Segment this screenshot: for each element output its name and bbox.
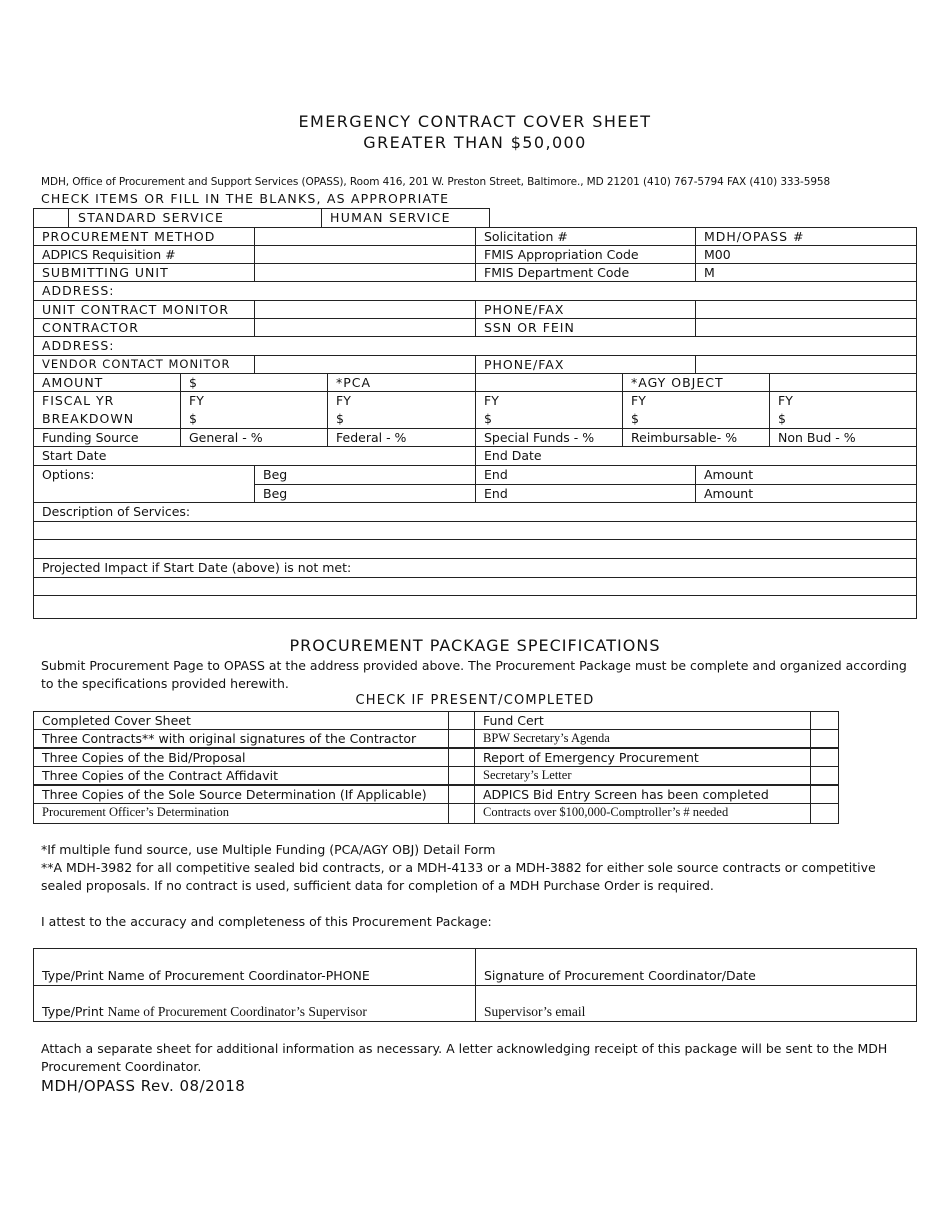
checklist-checkbox-left[interactable] — [448, 748, 475, 767]
checklist-checkbox-left[interactable] — [448, 711, 475, 730]
option-beg-1[interactable]: Beg — [254, 465, 476, 485]
option-end-2[interactable]: End — [475, 484, 696, 503]
revision-label: MDH/OPASS Rev. 08/2018 — [41, 1077, 246, 1095]
checklist-item-right: Contracts over $100,000-Comptroller’s # needed — [474, 803, 811, 824]
impact-line-1[interactable] — [33, 577, 917, 596]
checklist-checkbox-left[interactable] — [448, 766, 475, 785]
fy-field-1[interactable] — [180, 391, 328, 429]
fmis-dept-value[interactable]: M — [695, 263, 917, 282]
fy-dollar: $ — [189, 411, 197, 426]
impact-line-2[interactable] — [33, 595, 917, 619]
option-amount-2[interactable]: Amount — [695, 484, 917, 503]
pca-field[interactable] — [475, 373, 623, 392]
address-field[interactable]: ADDRESS: — [33, 281, 917, 301]
checklist-checkbox-right[interactable] — [810, 766, 839, 785]
checklist-item-left: Three Copies of the Sole Source Determination (If Applicable) — [33, 785, 449, 804]
general-funds-field[interactable]: General - % — [180, 428, 328, 447]
checklist-row — [33, 803, 839, 824]
checklist-item-left: Completed Cover Sheet — [33, 711, 449, 730]
checklist-row — [33, 711, 839, 730]
vendor-monitor-label: VENDOR CONTACT MONITOR — [33, 355, 255, 374]
pca-label: *PCA — [327, 373, 476, 392]
checklist-checkbox-right[interactable] — [810, 729, 839, 748]
unit-monitor-label: UNIT CONTRACT MONITOR — [33, 300, 255, 319]
checklist-item-left: Three Copies of the Bid/Proposal — [33, 748, 449, 767]
option-end-1[interactable]: End — [475, 465, 696, 485]
standard-service-label: STANDARD SERVICE — [68, 208, 322, 228]
contractor-field[interactable] — [254, 318, 476, 337]
fiscal-yr-label — [33, 391, 181, 429]
contractor-address-field[interactable]: ADDRESS: — [33, 336, 917, 356]
checklist-item-left: Three Contracts** with original signatures of the Contractor — [33, 729, 449, 748]
check-heading: CHECK IF PRESENT/COMPLETED — [355, 693, 595, 708]
adpics-field[interactable] — [254, 245, 476, 264]
impact-label: Projected Impact if Start Date (above) is not met: — [33, 558, 917, 578]
coordinator-name-field[interactable]: Type/Print Name of Procurement Coordinator-PHONE — [33, 948, 476, 986]
fy-label: FY — [631, 393, 646, 408]
note-multiple-fund: *If multiple fund source, use Multiple Funding (PCA/AGY OBJ) Detail Form — [41, 842, 496, 857]
supervisor-email-field[interactable]: Supervisor’s email — [475, 985, 917, 1022]
checklist-checkbox-right[interactable] — [810, 785, 839, 804]
form-title: EMERGENCY CONTRACT COVER SHEET — [298, 112, 652, 131]
vendor-phone-fax-field[interactable] — [695, 355, 917, 374]
fy-field-2[interactable] — [327, 391, 476, 429]
federal-funds-field[interactable]: Federal - % — [327, 428, 476, 447]
package-intro: Submit Procurement Page to OPASS at the address provided above. The Procurement Package must be complete and organized according to the specifications provided herewith. — [41, 658, 907, 691]
fy-dollar: $ — [336, 411, 344, 426]
checklist-checkbox-left[interactable] — [448, 803, 475, 824]
vendor-phone-fax-label: PHONE/FAX — [475, 355, 696, 374]
checklist-checkbox-left[interactable] — [448, 729, 475, 748]
solicitation-label: Solicitation # — [475, 227, 696, 246]
fy-field-5[interactable] — [769, 391, 917, 429]
ssn-fein-field[interactable] — [695, 318, 917, 337]
description-line-2[interactable] — [33, 539, 917, 559]
submitting-unit-label: SUBMITTING UNIT — [33, 263, 255, 282]
office-address: MDH, Office of Procurement and Support Services (OPASS), Room 416, 201 W. Preston Street, Baltimore., MD 21201 (410) 767-5794 FAX (410) 333-5958 — [41, 176, 831, 188]
submitting-unit-field[interactable] — [254, 263, 476, 282]
signature-table — [33, 948, 917, 1022]
procurement-method-field[interactable] — [254, 227, 476, 246]
checklist-item-left: Three Copies of the Contract Affidavit — [33, 766, 449, 785]
breakdown-text: BREAKDOWN — [42, 411, 135, 426]
checklist-checkbox-right[interactable] — [810, 803, 839, 824]
supervisor-prefix: Type/Print — [42, 1004, 108, 1019]
checklist-item-right: Fund Cert — [474, 711, 811, 730]
fy-label: FY — [189, 393, 204, 408]
fy-dollar: $ — [778, 411, 786, 426]
mdh-opass-label: MDH/OPASS # — [695, 227, 917, 246]
fy-dollar: $ — [484, 411, 492, 426]
contractor-label: CONTRACTOR — [33, 318, 255, 337]
unit-monitor-field[interactable] — [254, 300, 476, 319]
amount-label: AMOUNT — [33, 373, 181, 392]
start-date-field[interactable]: Start Date — [33, 446, 476, 466]
checklist-checkbox-right[interactable] — [810, 711, 839, 730]
checklist-item-right: Secretary’s Letter — [474, 766, 811, 785]
adpics-label: ADPICS Requisition # — [33, 245, 255, 264]
supervisor-label: Name of Procurement Coordinator’s Supervisor — [107, 1004, 367, 1019]
non-bud-field[interactable]: Non Bud - % — [769, 428, 917, 447]
fy-label: FY — [336, 393, 351, 408]
checklist-row — [33, 766, 839, 785]
checklist-table — [33, 711, 839, 824]
form-subtitle: GREATER THAN $50,000 — [363, 133, 587, 152]
checklist-row — [33, 729, 839, 748]
end-date-field[interactable]: End Date — [475, 446, 917, 466]
contract-details-grid — [33, 227, 917, 619]
instruction-text: CHECK ITEMS OR FILL IN THE BLANKS, AS APPROPRIATE — [41, 191, 450, 206]
supervisor-name-field[interactable] — [33, 985, 476, 1022]
funding-source-label: Funding Source — [33, 428, 181, 447]
fiscal-yr-text: FISCAL YR — [42, 393, 115, 408]
fy-label: FY — [484, 393, 499, 408]
special-funds-field[interactable]: Special Funds - % — [475, 428, 623, 447]
checklist-checkbox-right[interactable] — [810, 748, 839, 767]
note-contract-forms: **A MDH-3982 for all competitive sealed bid contracts, or a MDH-4133 or a MDH-3882 for either sole source contracts or competitive sealed proposals. If no contract is used, sufficient data for completion of a MDH Purchase Order is required. — [41, 860, 876, 893]
checklist-item-right: ADPICS Bid Entry Screen has been completed — [474, 785, 811, 804]
checklist-item-right: BPW Secretary’s Agenda — [474, 729, 811, 748]
checklist-row — [33, 785, 839, 804]
checklist-checkbox-left[interactable] — [448, 785, 475, 804]
attach-note: Attach a separate sheet for additional information as necessary. A letter acknowledging receipt of this package will be sent to the MDH Procurement Coordinator. — [41, 1041, 888, 1074]
human-service-label[interactable]: HUMAN SERVICE — [321, 208, 490, 228]
options-label: Options: — [33, 465, 255, 503]
standard-service-checkbox[interactable] — [33, 208, 69, 228]
coordinator-signature-field[interactable]: Signature of Procurement Coordinator/Date — [475, 948, 917, 986]
fmis-dept-label: FMIS Department Code — [475, 263, 696, 282]
option-amount-1[interactable]: Amount — [695, 465, 917, 485]
service-type-row — [33, 208, 490, 228]
ssn-fein-label: SSN OR FEIN — [475, 318, 696, 337]
fy-field-3[interactable] — [475, 391, 623, 429]
package-heading: PROCUREMENT PACKAGE SPECIFICATIONS — [289, 636, 661, 655]
phone-fax-field[interactable] — [695, 300, 917, 319]
description-label: Description of Services: — [33, 502, 917, 522]
checklist-item-right: Report of Emergency Procurement — [474, 748, 811, 767]
checklist-item-left: Procurement Officer’s Determination — [33, 803, 449, 824]
reimbursable-field[interactable]: Reimbursable- % — [622, 428, 770, 447]
vendor-monitor-field[interactable] — [254, 355, 476, 374]
attest-statement: I attest to the accuracy and completeness of this Procurement Package: — [41, 914, 492, 929]
phone-fax-label: PHONE/FAX — [475, 300, 696, 319]
agy-object-field[interactable] — [769, 373, 917, 392]
amount-field[interactable]: $ — [180, 373, 328, 392]
description-line-1[interactable] — [33, 521, 917, 540]
agy-object-label: *AGY OBJECT — [622, 373, 770, 392]
fy-label: FY — [778, 393, 793, 408]
checklist-row — [33, 748, 839, 767]
fy-dollar: $ — [631, 411, 639, 426]
procurement-method-label: PROCUREMENT METHOD — [33, 227, 255, 246]
option-beg-2[interactable]: Beg — [254, 484, 476, 503]
fy-field-4[interactable] — [622, 391, 770, 429]
fmis-approp-label: FMIS Appropriation Code — [475, 245, 696, 264]
fmis-approp-value[interactable]: M00 — [695, 245, 917, 264]
